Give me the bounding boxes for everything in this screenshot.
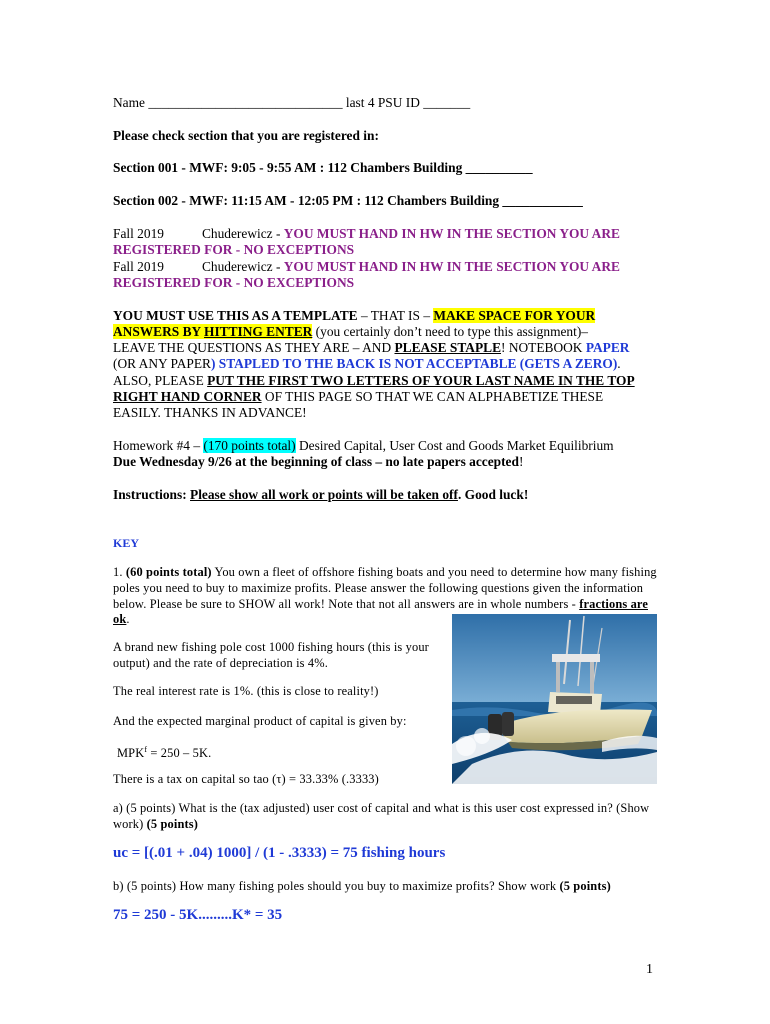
instructions-text: Please show all work or points will be taken off — [190, 487, 458, 502]
part-a-text: work) — [113, 817, 147, 831]
part-b-text: b) (5 points) How many fishing poles should you buy to maximize profits? Show work — [113, 879, 560, 893]
zero-warning: ) STAPLED TO THE BACK IS NOT ACCEPTABLE (GETS A ZERO) — [210, 356, 618, 371]
name-blank: _____________________________ — [148, 95, 343, 110]
mpk-equation — [117, 742, 211, 761]
mpk-formula: = 250 – 5K. — [147, 746, 212, 760]
template-line-7: EASILY. THANKS IN ADVANCE! — [113, 405, 307, 420]
notice-line-1 — [113, 226, 620, 242]
highlighted-underlined-text: HITTING ENTER — [204, 324, 313, 339]
warning-text: YOU MUST HAND IN HW IN THE SECTION YOU ARE — [283, 226, 620, 241]
part-a-line-1: a) (5 points) What is the (tax adjusted) user cost of capital and what is this user cost expressed in? (Show — [113, 801, 650, 815]
due-text: Due Wednesday 9/26 at the beginning of class – no late papers accepted — [113, 454, 519, 469]
part-b-line-1 — [113, 878, 611, 894]
pole-cost-line-2: output) and the rate of depreciation is 4%. — [113, 656, 328, 670]
template-text: (you certainly don’t need to type this assignment)– — [312, 324, 589, 339]
check-section-heading: Please check section that you are registered in: — [113, 128, 379, 143]
boat-photo — [452, 614, 657, 784]
part-b-answer: 75 = 250 - 5K.........K* = 35 — [113, 907, 283, 923]
homework-topic: Desired Capital, User Cost and Goods Market Equilibrium — [295, 438, 614, 453]
warning-text: YOU MUST HAND IN HW IN THE SECTION YOU ARE — [283, 259, 620, 274]
name-label: Name — [113, 95, 145, 110]
template-text: (OR ANY PAPER — [113, 356, 211, 371]
template-emphasis: YOU MUST USE THIS AS A TEMPLATE — [113, 308, 358, 323]
part-b-points: (5 points) — [559, 879, 611, 893]
question-points: (60 points total) — [125, 565, 212, 579]
homework-number: Homework #4 – — [113, 438, 204, 453]
template-line-2 — [113, 324, 588, 340]
warning-text-cont: REGISTERED FOR - NO EXCEPTIONS — [113, 275, 355, 290]
template-line-1 — [113, 308, 595, 324]
question1-line-4 — [113, 611, 130, 627]
page-number: 1 — [646, 962, 653, 977]
section-002: Section 002 - MWF: 11:15 AM - 12:05 PM : 112 Chambers Building ____________ — [113, 193, 583, 208]
mpk-superscript: f — [144, 745, 148, 754]
instructor: Chuderewicz - — [201, 226, 284, 241]
template-text: OF THIS PAGE SO THAT WE CAN ALPHABETIZE THESE — [261, 389, 604, 404]
question1-line-2: poles you need to buy to maximize profits. Please answer the following questions given the information — [113, 581, 644, 595]
section-001: Section 001 - MWF: 9:05 - 9:55 AM : 112 Chambers Building __________ — [113, 160, 533, 175]
template-line-6 — [113, 389, 603, 405]
question1-line-1 — [113, 564, 657, 580]
interest-rate: The real interest rate is 1%. (this is close to reality!) — [113, 684, 379, 698]
name-line — [113, 95, 470, 111]
term: Fall 2019 — [113, 226, 164, 241]
pole-cost-line-1: A brand new fishing pole cost 1000 fishing hours (this is your — [113, 640, 429, 654]
psu-blank: _______ — [423, 95, 471, 110]
points-total-highlight: (170 points total) — [203, 438, 296, 453]
highlighted-text: ANSWERS BY — [113, 324, 205, 339]
name-corner-emphasis: RIGHT HAND CORNER — [113, 389, 262, 404]
question-text: . — [126, 612, 130, 626]
tax-rate: There is a tax on capital so tao (τ) = 33.33% (.3333) — [113, 772, 379, 786]
instructions-end: . Good luck! — [457, 487, 529, 502]
boat-illustration — [452, 614, 657, 784]
question-text: below. Please be sure to SHOW all work! Note that not all answers are in whole numbers - — [113, 597, 580, 611]
due-end: ! — [518, 454, 524, 469]
part-a-answer: uc = [(.01 + .04) 1000] / (1 - .3333) = 75 fishing hours — [113, 845, 446, 861]
homework-title — [113, 438, 614, 454]
psu-label: last 4 PSU ID — [345, 95, 420, 110]
template-line-4 — [113, 356, 621, 372]
fractions-emphasis: fractions are — [579, 597, 649, 611]
due-date — [113, 454, 523, 470]
mpk-label: MPK — [117, 746, 145, 760]
question-text: You own a fleet of offshore fishing boats and you need to determine how many fishing — [211, 565, 657, 579]
name-corner-emphasis: PUT THE FIRST TWO LETTERS OF YOUR LAST NAME IN THE TOP — [207, 373, 635, 388]
notice-line-2 — [113, 259, 620, 275]
template-text: . — [617, 356, 621, 371]
template-line-5 — [113, 373, 635, 389]
instructions — [113, 487, 528, 503]
highlighted-text: MAKE SPACE FOR YOUR — [433, 308, 596, 323]
template-text: ALSO, PLEASE — [113, 373, 208, 388]
part-a-points: (5 points) — [146, 817, 199, 831]
key-label: KEY — [113, 536, 140, 550]
template-text: LEAVE THE QUESTIONS AS THEY ARE – AND — [113, 340, 395, 355]
mpk-intro: And the expected marginal product of capital is given by: — [113, 714, 407, 728]
question-number: 1. — [113, 565, 126, 579]
question1-line-3 — [113, 596, 648, 612]
staple-emphasis: PLEASE STAPLE — [394, 340, 502, 355]
template-text: – THAT IS – — [357, 308, 434, 323]
instructions-label: Instructions: — [113, 487, 191, 502]
template-text: ! NOTEBOOK — [501, 340, 586, 355]
term: Fall 2019 — [113, 259, 164, 274]
paper-emphasis: PAPER — [585, 340, 630, 355]
instructor: Chuderewicz - — [201, 259, 284, 274]
fractions-emphasis: ok — [113, 612, 127, 626]
warning-text-cont: REGISTERED FOR - NO EXCEPTIONS — [113, 242, 355, 257]
template-line-3 — [113, 340, 629, 356]
part-a-line-2 — [113, 816, 198, 832]
